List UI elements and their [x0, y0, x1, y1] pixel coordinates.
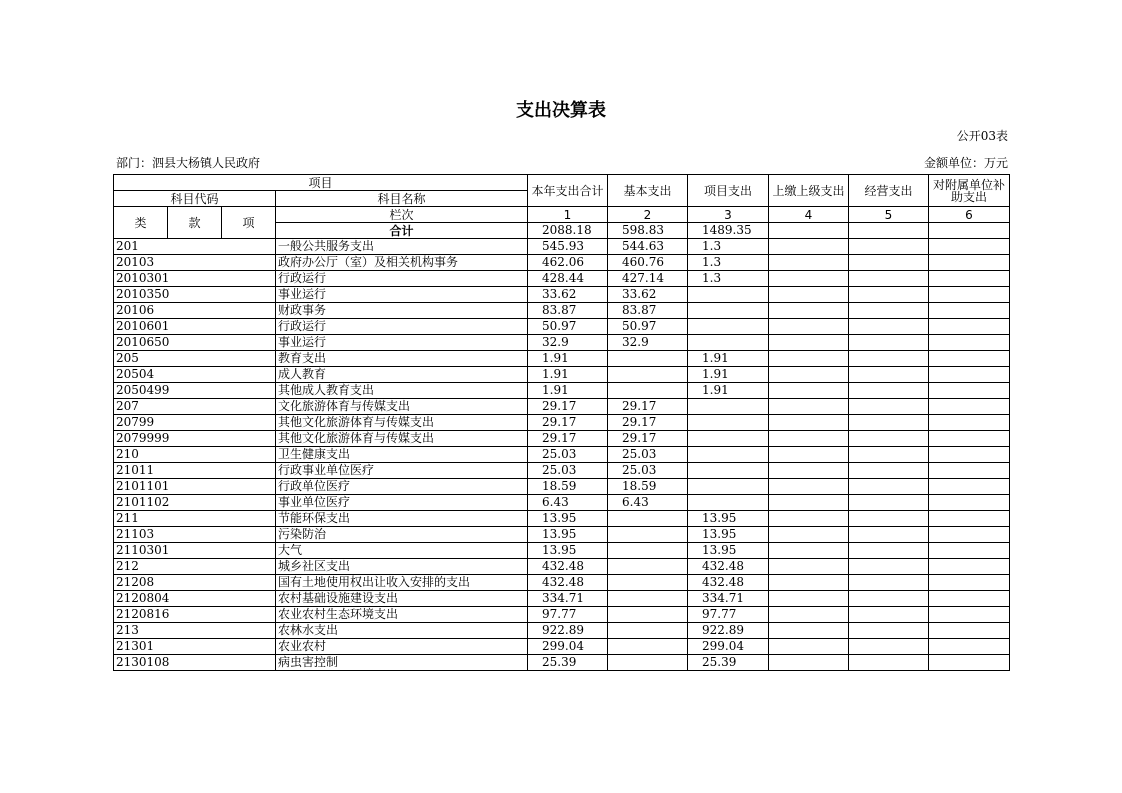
table-row	[114, 239, 1010, 255]
amount-cell	[608, 543, 688, 559]
amount-cell: 1.91	[528, 383, 608, 399]
amount-cell	[929, 639, 1010, 655]
amount-cell: 544.63	[608, 239, 688, 255]
amount-cell	[688, 447, 769, 463]
amount-cell: 25.03	[608, 447, 688, 463]
amount-cell	[608, 623, 688, 639]
amount-cell: 1.3	[688, 255, 769, 271]
amount-cell: 18.59	[528, 479, 608, 495]
amount-cell	[769, 591, 849, 607]
header-subject-name: 科目名称	[276, 191, 528, 207]
amount-cell	[769, 255, 849, 271]
table-row	[114, 383, 1010, 399]
amount-cell	[769, 367, 849, 383]
amount-cell	[769, 351, 849, 367]
amount-cell	[929, 239, 1010, 255]
amount-cell: 432.48	[528, 575, 608, 591]
amount-cell: 1.91	[528, 367, 608, 383]
amount-cell: 299.04	[528, 639, 608, 655]
amount-cell	[929, 271, 1010, 287]
table-row	[114, 575, 1010, 591]
amount-cell	[849, 607, 929, 623]
amount-cell	[769, 319, 849, 335]
amount-cell: 1.91	[688, 367, 769, 383]
amount-cell	[688, 431, 769, 447]
amount-cell	[929, 495, 1010, 511]
subject-name: 农业农村	[276, 639, 528, 655]
amount-cell	[769, 447, 849, 463]
header-col-5: 经营支出	[849, 175, 929, 207]
amount-cell	[608, 367, 688, 383]
subject-code: 2010650	[114, 335, 276, 351]
subject-code: 210	[114, 447, 276, 463]
amount-cell	[608, 639, 688, 655]
amount-cell	[929, 335, 1010, 351]
subject-name: 一般公共服务支出	[276, 239, 528, 255]
table-row	[114, 415, 1010, 431]
amount-cell	[849, 271, 929, 287]
amount-cell	[769, 511, 849, 527]
amount-cell	[608, 607, 688, 623]
amount-cell	[608, 351, 688, 367]
amount-cell	[849, 415, 929, 431]
amount-cell	[849, 431, 929, 447]
amount-cell: 432.48	[688, 559, 769, 575]
amount-cell	[929, 655, 1010, 671]
table-row	[114, 511, 1010, 527]
amount-cell: 33.62	[608, 287, 688, 303]
amount-cell	[769, 463, 849, 479]
header-col-1: 本年支出合计	[528, 175, 608, 207]
header-col-index: 栏次	[276, 207, 528, 223]
form-number: 公开03表	[956, 129, 1008, 143]
amount-cell: 18.59	[608, 479, 688, 495]
amount-cell: 25.03	[608, 463, 688, 479]
amount-cell	[849, 591, 929, 607]
table-row	[114, 639, 1010, 655]
subject-code: 2120816	[114, 607, 276, 623]
amount-cell	[608, 383, 688, 399]
amount-cell: 13.95	[528, 511, 608, 527]
amount-cell	[769, 623, 849, 639]
table-row	[114, 463, 1010, 479]
amount-cell: 29.17	[608, 399, 688, 415]
subject-name: 其他文化旅游体育与传媒支出	[276, 415, 528, 431]
amount-cell: 83.87	[608, 303, 688, 319]
amount-cell: 50.97	[528, 319, 608, 335]
amount-cell	[849, 255, 929, 271]
amount-cell	[608, 511, 688, 527]
amount-cell: 32.9	[608, 335, 688, 351]
subject-name: 其他成人教育支出	[276, 383, 528, 399]
header-col-4: 上缴上级支出	[769, 175, 849, 207]
amount-cell	[769, 303, 849, 319]
amount-cell	[929, 287, 1010, 303]
amount-cell: 334.71	[528, 591, 608, 607]
subject-name: 事业单位医疗	[276, 495, 528, 511]
amount-cell	[769, 479, 849, 495]
amount-cell: 299.04	[688, 639, 769, 655]
table-row	[114, 591, 1010, 607]
amount-cell	[849, 287, 929, 303]
subject-name: 病虫害控制	[276, 655, 528, 671]
amount-cell	[849, 383, 929, 399]
header-col-2: 基本支出	[608, 175, 688, 207]
page-title: 支出决算表	[516, 100, 606, 121]
amount-cell	[849, 543, 929, 559]
amount-cell	[929, 415, 1010, 431]
amount-cell: 13.95	[528, 543, 608, 559]
amount-cell: 13.95	[688, 511, 769, 527]
amount-cell: 33.62	[528, 287, 608, 303]
amount-cell: 25.03	[528, 463, 608, 479]
subject-code: 2010301	[114, 271, 276, 287]
col-index-3: 3	[688, 207, 769, 223]
subject-code: 2120804	[114, 591, 276, 607]
amount-cell	[849, 479, 929, 495]
col-index-5: 5	[849, 207, 929, 223]
total-value	[929, 223, 1010, 239]
amount-cell: 922.89	[528, 623, 608, 639]
amount-cell	[849, 335, 929, 351]
amount-cell	[769, 431, 849, 447]
amount-cell	[929, 591, 1010, 607]
table-row	[114, 255, 1010, 271]
subject-name: 污染防治	[276, 527, 528, 543]
amount-cell	[769, 607, 849, 623]
amount-cell: 25.03	[528, 447, 608, 463]
amount-cell: 432.48	[528, 559, 608, 575]
subject-name: 其他文化旅游体育与传媒支出	[276, 431, 528, 447]
amount-cell	[849, 575, 929, 591]
amount-cell	[688, 415, 769, 431]
amount-cell	[849, 399, 929, 415]
subject-code: 2130108	[114, 655, 276, 671]
amount-cell	[849, 447, 929, 463]
amount-cell: 334.71	[688, 591, 769, 607]
table-row	[114, 431, 1010, 447]
subject-code: 21301	[114, 639, 276, 655]
subject-code: 213	[114, 623, 276, 639]
amount-cell	[929, 255, 1010, 271]
amount-cell: 13.95	[688, 543, 769, 559]
table-row	[114, 287, 1010, 303]
amount-cell	[769, 527, 849, 543]
table-row	[114, 319, 1010, 335]
subject-name: 大气	[276, 543, 528, 559]
amount-cell	[929, 479, 1010, 495]
subject-code: 21103	[114, 527, 276, 543]
expenditure-table	[113, 174, 1010, 671]
subject-name: 行政事业单位医疗	[276, 463, 528, 479]
amount-cell	[929, 527, 1010, 543]
subject-code: 207	[114, 399, 276, 415]
subject-name: 节能环保支出	[276, 511, 528, 527]
amount-cell	[849, 623, 929, 639]
amount-cell: 1.91	[688, 351, 769, 367]
amount-cell	[929, 559, 1010, 575]
amount-cell	[849, 527, 929, 543]
amount-cell: 32.9	[528, 335, 608, 351]
subject-code: 21011	[114, 463, 276, 479]
table-row	[114, 543, 1010, 559]
subject-code: 20799	[114, 415, 276, 431]
amount-cell	[608, 559, 688, 575]
subject-code: 205	[114, 351, 276, 367]
subject-code: 2050499	[114, 383, 276, 399]
subject-code: 21208	[114, 575, 276, 591]
subject-name: 成人教育	[276, 367, 528, 383]
subject-code: 2101101	[114, 479, 276, 495]
amount-cell: 922.89	[688, 623, 769, 639]
amount-cell	[608, 655, 688, 671]
amount-cell	[688, 319, 769, 335]
total-value: 598.83	[608, 223, 688, 239]
amount-cell: 1.91	[528, 351, 608, 367]
table-row	[114, 495, 1010, 511]
header-kuan: 款	[168, 207, 222, 239]
col-index-4: 4	[769, 207, 849, 223]
amount-cell	[929, 319, 1010, 335]
subject-code: 211	[114, 511, 276, 527]
subject-name: 行政运行	[276, 271, 528, 287]
subject-code: 212	[114, 559, 276, 575]
amount-cell: 50.97	[608, 319, 688, 335]
amount-cell	[769, 495, 849, 511]
amount-cell	[849, 319, 929, 335]
header-xiang: 项	[222, 207, 276, 239]
header-item: 项目	[114, 175, 528, 191]
amount-cell	[849, 559, 929, 575]
subject-name: 政府办公厅（室）及相关机构事务	[276, 255, 528, 271]
amount-cell	[769, 399, 849, 415]
table-row	[114, 335, 1010, 351]
amount-cell	[608, 591, 688, 607]
subject-code: 2010350	[114, 287, 276, 303]
amount-cell: 97.77	[688, 607, 769, 623]
amount-cell: 29.17	[608, 431, 688, 447]
amount-cell	[929, 607, 1010, 623]
amount-cell	[929, 511, 1010, 527]
amount-cell	[769, 383, 849, 399]
amount-cell	[929, 447, 1010, 463]
table-row	[114, 303, 1010, 319]
amount-cell: 6.43	[528, 495, 608, 511]
subject-code: 20504	[114, 367, 276, 383]
total-value: 2088.18	[528, 223, 608, 239]
subject-code: 20103	[114, 255, 276, 271]
amount-cell: 427.14	[608, 271, 688, 287]
subject-name: 农村基础设施建设支出	[276, 591, 528, 607]
amount-cell: 13.95	[528, 527, 608, 543]
amount-cell	[849, 239, 929, 255]
amount-cell: 428.44	[528, 271, 608, 287]
subject-name: 文化旅游体育与传媒支出	[276, 399, 528, 415]
amount-cell	[849, 655, 929, 671]
table-row	[114, 351, 1010, 367]
amount-cell	[849, 463, 929, 479]
amount-cell	[929, 383, 1010, 399]
amount-cell: 29.17	[528, 431, 608, 447]
amount-cell	[929, 351, 1010, 367]
subject-code: 2110301	[114, 543, 276, 559]
amount-cell: 83.87	[528, 303, 608, 319]
amount-cell: 1.3	[688, 239, 769, 255]
amount-cell: 1.3	[688, 271, 769, 287]
amount-cell	[769, 639, 849, 655]
amount-cell	[769, 543, 849, 559]
amount-cell	[929, 367, 1010, 383]
amount-cell	[688, 479, 769, 495]
amount-cell	[688, 287, 769, 303]
table-row	[114, 559, 1010, 575]
subject-code: 20106	[114, 303, 276, 319]
header-subject-code: 科目代码	[114, 191, 276, 207]
subject-code: 2010601	[114, 319, 276, 335]
amount-cell: 25.39	[688, 655, 769, 671]
amount-cell	[849, 303, 929, 319]
amount-cell	[929, 303, 1010, 319]
amount-cell: 29.17	[608, 415, 688, 431]
col-index-2: 2	[608, 207, 688, 223]
subject-name: 行政单位医疗	[276, 479, 528, 495]
subject-name: 农业农村生态环境支出	[276, 607, 528, 623]
subject-name: 教育支出	[276, 351, 528, 367]
amount-cell	[769, 335, 849, 351]
amount-cell: 462.06	[528, 255, 608, 271]
amount-cell: 1.91	[688, 383, 769, 399]
subject-name: 事业运行	[276, 287, 528, 303]
amount-cell	[769, 655, 849, 671]
total-value	[849, 223, 929, 239]
amount-cell	[849, 495, 929, 511]
amount-cell	[769, 575, 849, 591]
amount-cell	[929, 575, 1010, 591]
header-col-6: 对附属单位补助支出	[929, 175, 1010, 207]
amount-cell: 6.43	[608, 495, 688, 511]
subject-name: 事业运行	[276, 335, 528, 351]
amount-cell	[688, 463, 769, 479]
total-label: 合计	[276, 223, 528, 239]
amount-cell	[688, 335, 769, 351]
subject-name: 财政事务	[276, 303, 528, 319]
amount-cell	[769, 559, 849, 575]
amount-cell	[929, 399, 1010, 415]
col-index-1: 1	[528, 207, 608, 223]
amount-cell: 460.76	[608, 255, 688, 271]
table-row	[114, 447, 1010, 463]
amount-cell	[849, 639, 929, 655]
subject-code: 201	[114, 239, 276, 255]
table-row	[114, 479, 1010, 495]
header-col-3: 项目支出	[688, 175, 769, 207]
department-label: 部门：泗县大杨镇人民政府	[116, 156, 261, 170]
table-row	[114, 399, 1010, 415]
amount-cell	[769, 239, 849, 255]
amount-cell	[929, 463, 1010, 479]
amount-cell	[608, 527, 688, 543]
subject-name: 城乡社区支出	[276, 559, 528, 575]
table-row	[114, 607, 1010, 623]
amount-cell: 29.17	[528, 415, 608, 431]
amount-cell	[769, 271, 849, 287]
total-value	[769, 223, 849, 239]
table-row	[114, 367, 1010, 383]
amount-cell	[769, 415, 849, 431]
subject-name: 行政运行	[276, 319, 528, 335]
total-value: 1489.35	[688, 223, 769, 239]
amount-cell	[929, 543, 1010, 559]
amount-cell: 25.39	[528, 655, 608, 671]
subject-name: 农林水支出	[276, 623, 528, 639]
col-index-6: 6	[929, 207, 1010, 223]
table-row	[114, 271, 1010, 287]
amount-cell: 29.17	[528, 399, 608, 415]
table-body	[114, 239, 1010, 671]
subject-code: 2079999	[114, 431, 276, 447]
amount-cell	[849, 351, 929, 367]
table-row	[114, 623, 1010, 639]
amount-unit-label: 金额单位：万元	[923, 156, 1008, 170]
amount-cell	[769, 287, 849, 303]
subject-code: 2101102	[114, 495, 276, 511]
amount-cell	[849, 511, 929, 527]
amount-cell	[608, 575, 688, 591]
amount-cell: 13.95	[688, 527, 769, 543]
amount-cell: 545.93	[528, 239, 608, 255]
table-row	[114, 527, 1010, 543]
header-lei: 类	[114, 207, 168, 239]
amount-cell	[688, 399, 769, 415]
subject-name: 国有土地使用权出让收入安排的支出	[276, 575, 528, 591]
amount-cell	[929, 431, 1010, 447]
amount-cell	[929, 623, 1010, 639]
amount-cell: 97.77	[528, 607, 608, 623]
amount-cell: 432.48	[688, 575, 769, 591]
amount-cell	[849, 367, 929, 383]
amount-cell	[688, 495, 769, 511]
table-row	[114, 655, 1010, 671]
subject-name: 卫生健康支出	[276, 447, 528, 463]
amount-cell	[688, 303, 769, 319]
